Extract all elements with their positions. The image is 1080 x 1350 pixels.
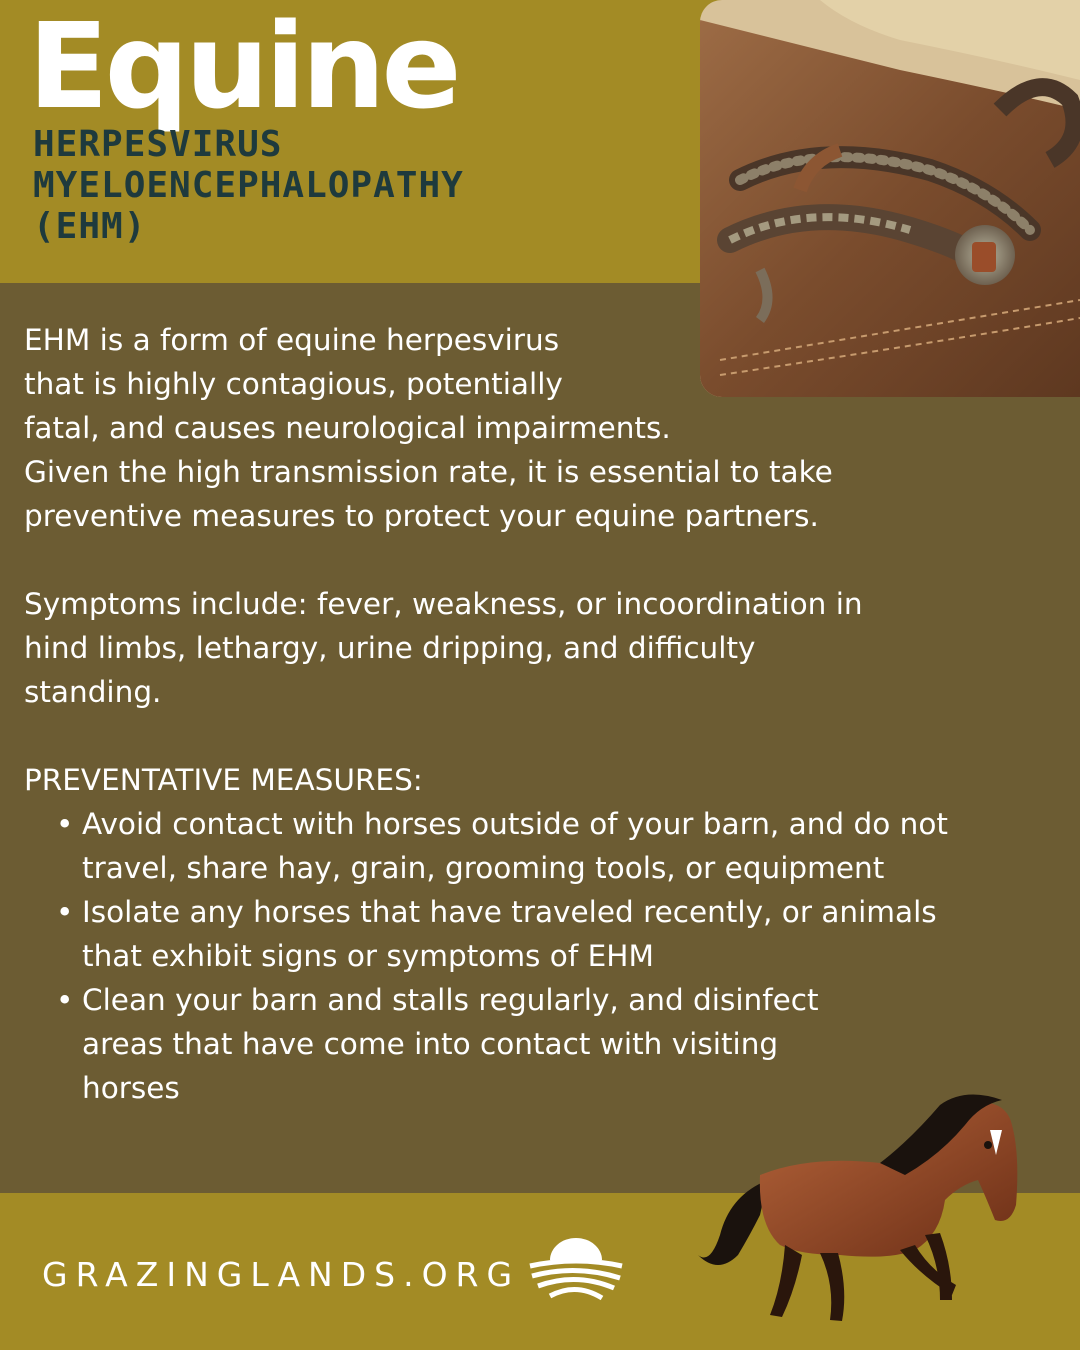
symptoms-line: Symptoms include: fever, weakness, or incoordination in [24, 587, 863, 621]
list-item: • Clean your barn and stalls regularly, and disinfect areas that have come into contact with visiting horses [82, 978, 842, 1110]
spacer [24, 714, 1044, 758]
horse-photo [690, 1085, 1030, 1340]
intro-line: that is highly contagious, potentially [24, 367, 563, 401]
intro-line: Given the high transmission rate, it is essential to take [24, 455, 833, 489]
measures-heading: PREVENTATIVE MEASURES: [24, 763, 423, 797]
list-item: • Avoid contact with horses outside of your barn, and do not travel, share hay, grain, grooming tools, or equipment [82, 802, 1002, 890]
list-item: • Isolate any horses that have traveled recently, or animals that exhibit signs or symptoms of EHM [82, 890, 962, 978]
spacer [24, 538, 1044, 582]
website-url: GRAZINGLANDS.ORG [42, 1255, 521, 1294]
symptoms-line: standing. [24, 675, 162, 709]
subtitle-line: (EHM) [33, 206, 147, 247]
page-subtitle [33, 124, 464, 247]
page-title: Equine [28, 0, 458, 135]
intro-line: fatal, and causes neurological impairments. [24, 411, 671, 445]
intro-line: preventive measures to protect your equine partners. [24, 499, 819, 533]
measures-list [24, 802, 1044, 1110]
article-body [24, 318, 1044, 1110]
symptoms-line: hind limbs, lethargy, urine dripping, and difficulty [24, 631, 756, 665]
subtitle-line: HERPESVIRUS [33, 124, 283, 165]
intro-line: EHM is a form of equine herpesvirus [24, 323, 560, 357]
sunrise-fields-logo-icon [528, 1238, 624, 1302]
subtitle-line: MYELOENCEPHALOPATHY [33, 165, 464, 206]
